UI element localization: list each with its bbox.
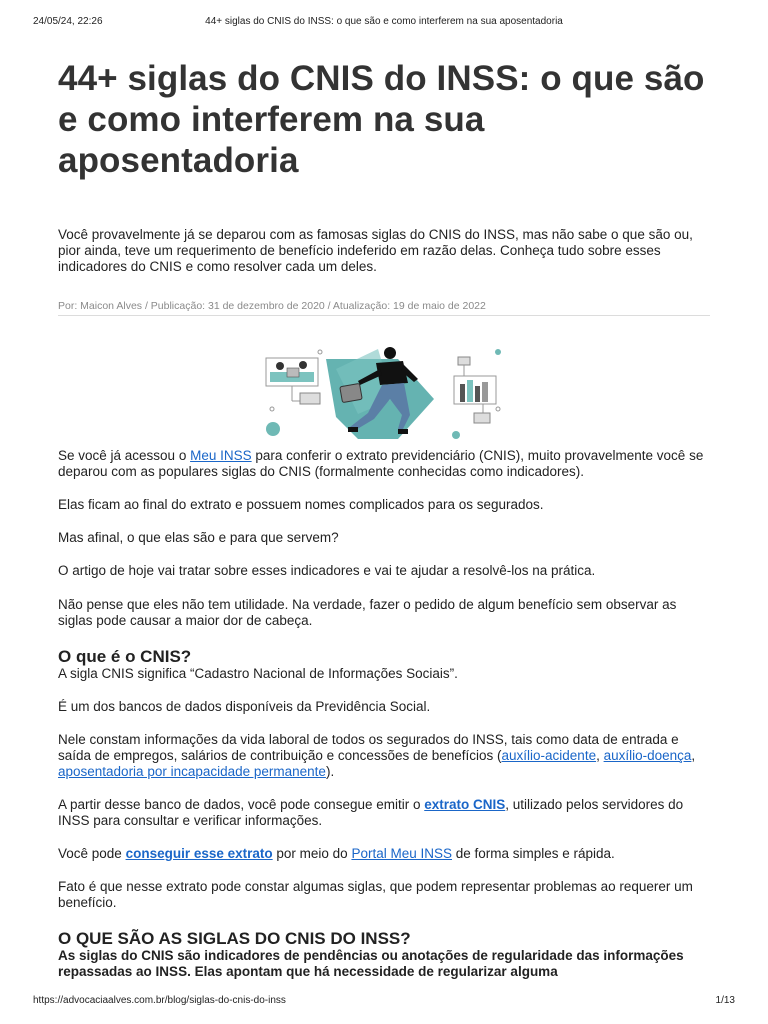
dot-icon bbox=[318, 350, 322, 354]
print-footer bbox=[33, 995, 735, 1009]
meta-divider bbox=[58, 315, 710, 316]
paragraph: Mas afinal, o que elas são e para que servem? bbox=[58, 530, 339, 545]
frame-tree-icon bbox=[276, 362, 284, 370]
frame-tree-icon bbox=[299, 361, 307, 369]
person-shoe bbox=[398, 429, 408, 434]
bubble-icon bbox=[495, 349, 501, 355]
section-heading-cnis: O que é o CNIS? bbox=[58, 647, 192, 666]
paragraph: Não pense que eles não tem utilidade. Na verdade, fazer o pedido de algum benefício sem observar as siglas pode causar a maior dor de cabeça. bbox=[58, 597, 677, 628]
section-heading-siglas: O QUE SÃO AS SIGLAS DO CNIS DO INSS? bbox=[58, 929, 411, 948]
building-icon bbox=[482, 382, 488, 402]
briefcase-icon bbox=[340, 383, 362, 402]
paragraph: Você pode conseguir esse extrato por meio do Portal Meu INSS de forma simples e rápida. bbox=[58, 846, 615, 861]
frame-house-icon bbox=[287, 368, 299, 377]
paragraph: É um dos bancos de dados disponíveis da Previdência Social. bbox=[58, 699, 431, 714]
auxilio-acidente-link[interactable]: auxílio-acidente bbox=[501, 748, 597, 763]
print-url: https://advocaciaalves.com.br/blog/siglas-do-cnis-do-inss bbox=[33, 995, 286, 1006]
hero-illustration-svg bbox=[58, 339, 710, 443]
small-card bbox=[300, 393, 320, 404]
person-shoe bbox=[348, 427, 358, 432]
print-page-number: 1/13 bbox=[715, 995, 735, 1006]
dot-icon bbox=[496, 407, 500, 411]
article-meta: Por: Maicon Alves / Publicação: 31 de dezembro de 2020 / Atualização: 19 de maio de 2022 bbox=[58, 300, 486, 312]
print-header bbox=[33, 16, 735, 30]
meu-inss-link[interactable]: Meu INSS bbox=[190, 448, 252, 463]
dot-icon bbox=[270, 407, 274, 411]
building-icon bbox=[475, 386, 480, 402]
article bbox=[58, 58, 710, 979]
extrato-cnis-link[interactable]: extrato CNIS bbox=[424, 797, 506, 812]
page-title: 44+ siglas do CNIS do INSS: o que são e como interferem na sua aposentadoria bbox=[58, 59, 705, 180]
paragraph: Nele constam informações da vida laboral de todos os segurados do INSS, tais como data de entrada e saída de empregos, salários de contribuição e concessões de benefícios (auxílio-acidente, auxílio-doença, aposentadoria por incapacidade permanente). bbox=[58, 732, 696, 779]
print-timestamp: 24/05/24, 22:26 bbox=[33, 16, 103, 27]
paragraph: As siglas do CNIS são indicadores de pendências ou anotações de regularidade das informações repassadas ao INSS. Elas apontam que há necessidade de regularizar alguma bbox=[58, 948, 684, 979]
person-head bbox=[384, 347, 396, 359]
paragraph: Fato é que nesse extrato pode constar algumas siglas, que podem representar problemas ao requerer um benefício. bbox=[58, 879, 693, 910]
paragraph: Se você já acessou o Meu INSS para conferir o extrato previdenciário (CNIS), muito provavelmente você se deparou com as populares siglas do CNIS (formalmente conhecidas como indicadores). bbox=[58, 448, 704, 479]
print-doc-title: 44+ siglas do CNIS do INSS: o que são e como interferem na sua aposentadoria bbox=[205, 16, 563, 27]
auxilio-doenca-link[interactable]: auxílio-doença bbox=[603, 748, 692, 763]
bubble-icon bbox=[266, 422, 280, 436]
conseguir-extrato-link[interactable]: conseguir esse extrato bbox=[125, 846, 273, 861]
paragraph: A sigla CNIS significa “Cadastro Nacional de Informações Sociais”. bbox=[58, 666, 458, 681]
small-card bbox=[458, 357, 470, 365]
building-icon bbox=[460, 384, 465, 402]
paragraph: A partir desse banco de dados, você pode consegue emitir o extrato CNIS, utilizado pelos servidores do INSS para consultar e verificar informações. bbox=[58, 797, 684, 828]
aposentadoria-incapacidade-link[interactable]: aposentadoria por incapacidade permanente bbox=[58, 764, 326, 779]
hero-illustration bbox=[58, 339, 710, 443]
portal-meu-inss-link[interactable]: Portal Meu INSS bbox=[351, 846, 452, 861]
intro-paragraph: Você provavelmente já se deparou com as famosas siglas do CNIS do INSS, mas não sabe o que são ou, pior ainda, teve um requerimento de benefício indeferido em razão delas. Conheça tudo sobre esses indicadores do CNIS e como resolver cada um deles. bbox=[58, 227, 693, 274]
paragraph: O artigo de hoje vai tratar sobre esses indicadores e vai te ajudar a resolvê-los na prática. bbox=[58, 563, 596, 578]
small-card bbox=[474, 413, 490, 423]
paragraph: Elas ficam ao final do extrato e possuem nomes complicados para os segurados. bbox=[58, 497, 544, 512]
bubble-icon bbox=[452, 431, 460, 439]
building-icon bbox=[467, 380, 473, 402]
